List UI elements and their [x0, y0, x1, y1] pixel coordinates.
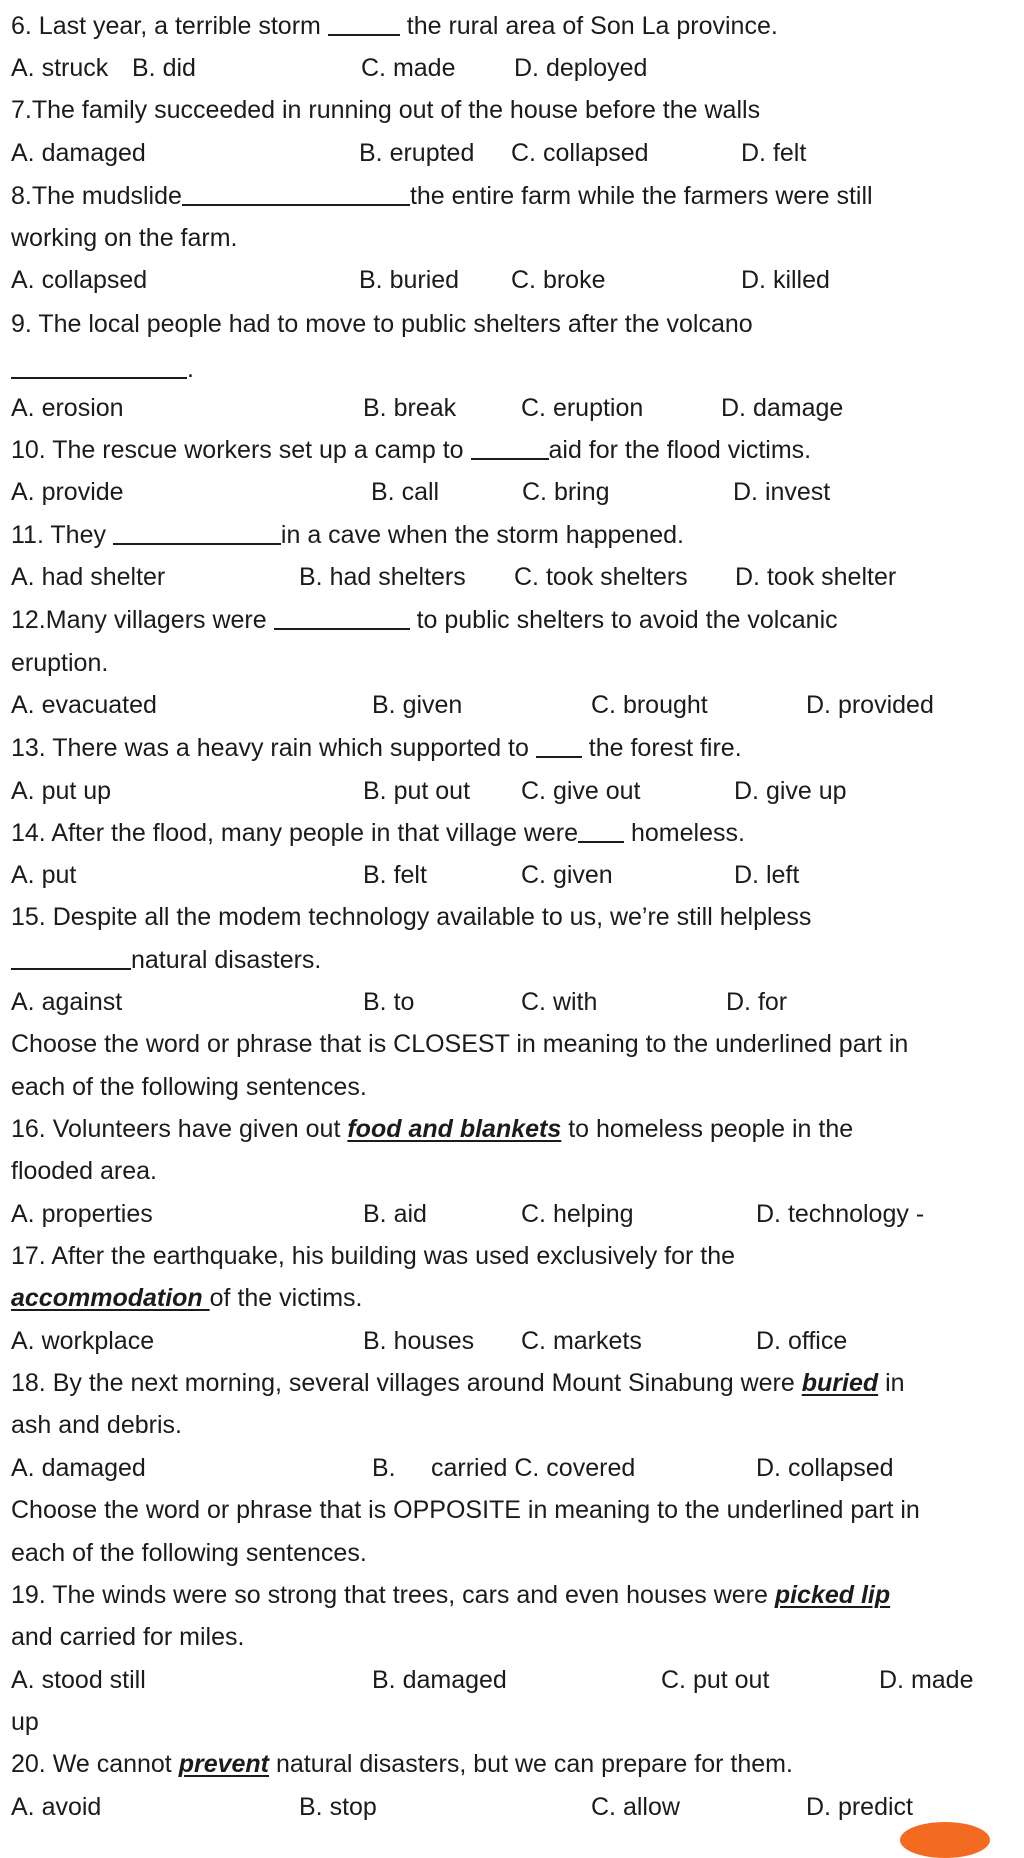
option-b[interactable]: B. — [372, 1454, 396, 1482]
instruction-opposite-continued: each of the following sentences. — [11, 1539, 367, 1567]
instruction-opposite: Choose the word or phrase that is OPPOSITE in meaning to the underlined part in — [11, 1496, 920, 1524]
option-c[interactable]: C. given — [521, 861, 613, 889]
options-17 — [11, 1320, 1024, 1362]
question-7: 7.The family succeeded in running out of the house before the walls — [11, 96, 761, 124]
option-b[interactable]: B. break — [363, 394, 457, 422]
question-19: 19. The winds were so strong that trees, cars and even houses were picked lip — [11, 1581, 891, 1609]
answer-blank — [182, 176, 410, 206]
option-b[interactable]: B. aid — [363, 1200, 427, 1228]
option-d[interactable]: D. deployed — [514, 54, 648, 82]
option-d[interactable]: D. collapsed — [756, 1454, 894, 1482]
answer-blank — [274, 600, 410, 630]
option-c[interactable]: C. markets — [521, 1327, 642, 1355]
options-10 — [11, 471, 1024, 513]
options-7 — [11, 132, 1024, 174]
options-9 — [11, 387, 1024, 429]
option-b[interactable]: B. damaged — [372, 1666, 507, 1694]
option-c[interactable]: C. collapsed — [511, 139, 649, 167]
option-b[interactable]: B. stop — [299, 1793, 377, 1821]
question-13: 13. There was a heavy rain which supported to the forest fire. — [11, 727, 1024, 769]
option-c[interactable]: C. put out — [661, 1666, 770, 1694]
option-d[interactable]: D. invest — [733, 478, 831, 506]
option-a[interactable]: A. put — [11, 861, 77, 889]
answer-blank — [11, 940, 131, 970]
option-b[interactable]: B. erupted — [359, 139, 475, 167]
option-a[interactable]: A. avoid — [11, 1793, 102, 1821]
option-d[interactable]: D. felt — [741, 139, 807, 167]
options-12 — [11, 684, 1024, 726]
option-b[interactable]: B. did — [132, 54, 196, 82]
option-d[interactable]: D. technology - — [756, 1200, 925, 1228]
question-14: 14. After the flood, many people in that village were homeless. — [11, 812, 1024, 854]
option-b[interactable]: B. call — [371, 478, 440, 506]
question-8-continued: working on the farm. — [11, 224, 238, 252]
option-b[interactable]: B. buried — [359, 266, 460, 294]
options-16 — [11, 1193, 1024, 1235]
underlined-phrase: prevent — [178, 1750, 270, 1778]
option-d[interactable]: D. left — [734, 861, 800, 889]
option-c[interactable]: C. bring — [522, 478, 610, 506]
option-c[interactable]: C. give out — [521, 777, 641, 805]
option-d[interactable]: D. made — [879, 1666, 974, 1694]
question-15: 15. Despite all the modem technology available to us, we’re still helpless — [11, 903, 812, 931]
option-a[interactable]: A. evacuated — [11, 691, 157, 719]
question-16: 16. Volunteers have given out food and blankets to homeless people in the — [11, 1115, 854, 1143]
option-a[interactable]: A. struck — [11, 54, 109, 82]
question-8: 8.The mudslide the entire farm while the farmers were still — [11, 175, 1024, 217]
option-d[interactable]: D. killed — [741, 266, 830, 294]
option-b[interactable]: B. given — [372, 691, 463, 719]
option-c[interactable]: C. broke — [511, 266, 606, 294]
options-11 — [11, 556, 1024, 598]
option-c[interactable]: C. eruption — [521, 394, 644, 422]
option-c[interactable]: C. with — [521, 988, 598, 1016]
answer-blank — [578, 813, 624, 843]
option-d[interactable]: D. damage — [721, 394, 844, 422]
options-6 — [11, 47, 1024, 89]
answer-blank — [536, 728, 582, 758]
option-d[interactable]: D. office — [756, 1327, 848, 1355]
options-8 — [11, 259, 1024, 301]
question-15-continued: natural disasters. — [11, 939, 1024, 981]
option-a[interactable]: A. stood still — [11, 1666, 146, 1694]
option-d[interactable]: D. took shelter — [735, 563, 897, 591]
options-19 — [11, 1659, 1024, 1701]
options-13 — [11, 770, 1024, 812]
question-16-continued: flooded area. — [11, 1157, 157, 1185]
option-a[interactable]: A. against — [11, 988, 123, 1016]
options-19-continued: up — [11, 1708, 39, 1736]
instruction-closest-continued: each of the following sentences. — [11, 1073, 367, 1101]
question-9-continued: . — [11, 348, 1024, 390]
options-18 — [11, 1447, 1024, 1489]
option-b-c[interactable]: carried C. covered — [431, 1454, 636, 1482]
option-b[interactable]: B. to — [363, 988, 415, 1016]
option-c[interactable]: C. took shelters — [514, 563, 688, 591]
answer-blank — [471, 430, 549, 460]
underlined-phrase: buried — [801, 1369, 879, 1397]
option-a[interactable]: A. workplace — [11, 1327, 155, 1355]
options-15 — [11, 981, 1024, 1023]
option-d[interactable]: D. for — [726, 988, 788, 1016]
question-17-continued: accommodation of the victims. — [11, 1284, 363, 1312]
underlined-phrase: picked lip — [774, 1581, 891, 1609]
option-d[interactable]: D. predict — [806, 1793, 913, 1821]
orange-corner-shape — [900, 1822, 990, 1858]
option-d[interactable]: D. give up — [734, 777, 847, 805]
option-c[interactable]: C. helping — [521, 1200, 634, 1228]
question-18-continued: ash and debris. — [11, 1411, 182, 1439]
option-a[interactable]: A. damaged — [11, 1454, 146, 1482]
option-c[interactable]: C. made — [361, 54, 456, 82]
option-b[interactable]: B. felt — [363, 861, 427, 889]
option-d[interactable]: D. provided — [806, 691, 934, 719]
option-c[interactable]: C. brought — [591, 691, 708, 719]
answer-blank — [113, 515, 281, 545]
answer-blank — [328, 6, 400, 36]
question-12-continued: eruption. — [11, 649, 109, 677]
question-20: 20. We cannot prevent natural disasters, but we can prepare for them. — [11, 1750, 793, 1778]
option-a[interactable]: A. damaged — [11, 139, 146, 167]
question-6: 6. Last year, a terrible storm the rural area of Son La province. — [11, 5, 1024, 47]
question-10: 10. The rescue workers set up a camp to aid for the flood victims. — [11, 429, 1024, 471]
instruction-closest: Choose the word or phrase that is CLOSEST in meaning to the underlined part in — [11, 1030, 909, 1058]
answer-blank — [11, 349, 187, 379]
question-17: 17. After the earthquake, his building was used exclusively for the — [11, 1242, 736, 1270]
question-12: 12.Many villagers were to public shelters to avoid the volcanic — [11, 599, 1024, 641]
option-a[interactable]: A. provide — [11, 478, 124, 506]
option-a[interactable]: A. collapsed — [11, 266, 148, 294]
options-14 — [11, 854, 1024, 896]
option-a[interactable]: A. properties — [11, 1200, 153, 1228]
option-b[interactable]: B. houses — [363, 1327, 475, 1355]
option-c[interactable]: C. allow — [591, 1793, 680, 1821]
underlined-phrase: accommodation — [11, 1284, 210, 1312]
question-19-continued: and carried for miles. — [11, 1623, 245, 1651]
question-18: 18. By the next morning, several villages around Mount Sinabung were buried in — [11, 1369, 905, 1397]
options-20 — [11, 1786, 1024, 1828]
option-a[interactable]: A. put up — [11, 777, 112, 805]
option-a[interactable]: A. had shelter — [11, 563, 166, 591]
option-b[interactable]: B. put out — [363, 777, 471, 805]
option-b[interactable]: B. had shelters — [299, 563, 466, 591]
question-11: 11. They in a cave when the storm happened. — [11, 514, 1024, 556]
question-9: 9. The local people had to move to public shelters after the volcano — [11, 310, 753, 338]
underlined-phrase: food and blankets — [347, 1115, 562, 1143]
option-a[interactable]: A. erosion — [11, 394, 124, 422]
